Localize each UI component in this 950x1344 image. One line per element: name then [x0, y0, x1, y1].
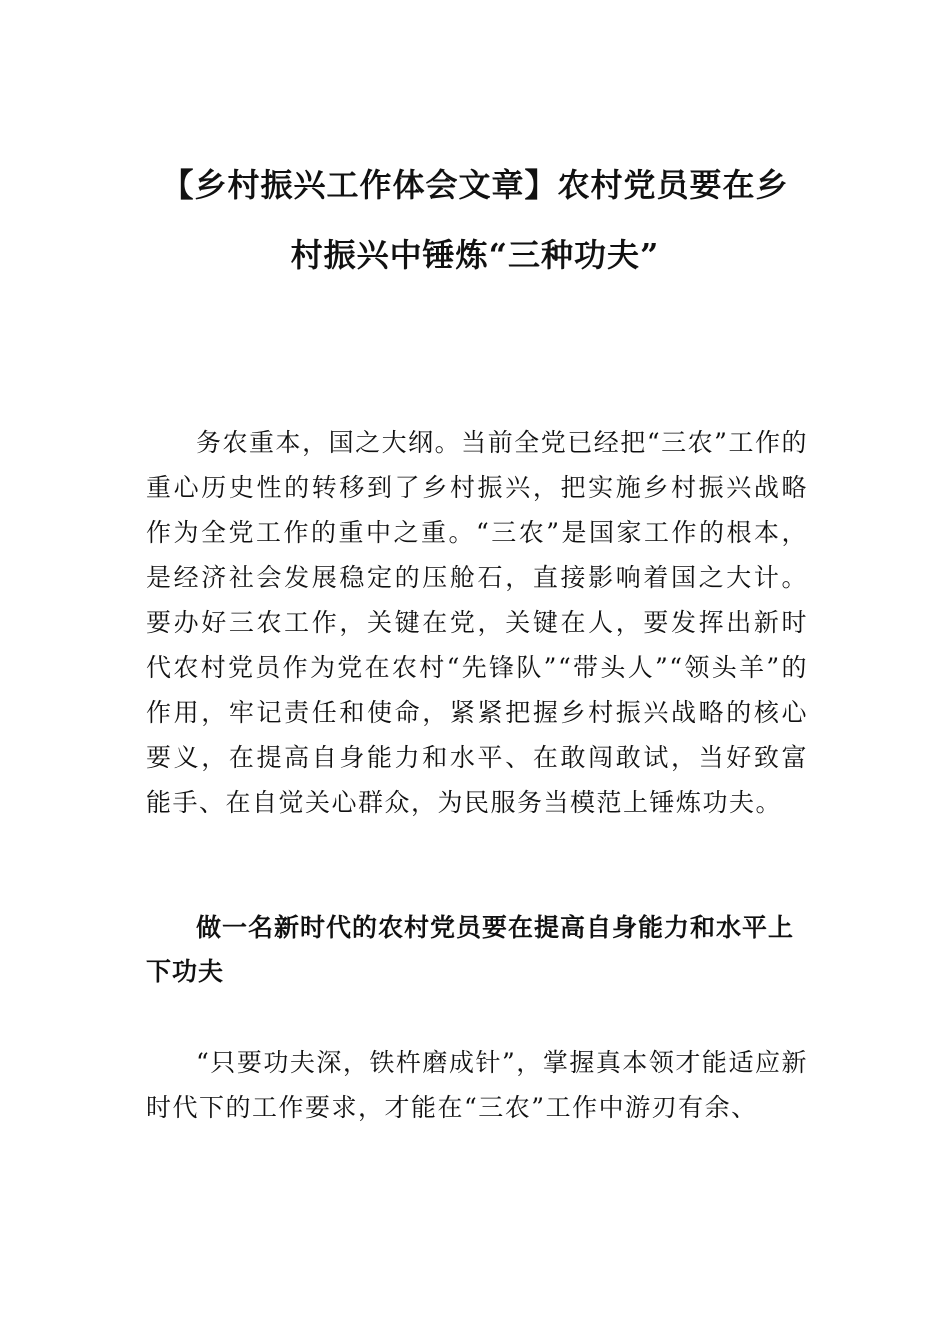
intro-paragraph: 务农重本，国之大纲。当前全党已经把“三农”工作的重心历史性的转移到了乡村振兴，把实施乡村振兴战略作为全党工作的重中之重。“三农”是国家工作的根本，是经济社会发展稳定的压舱石，直接影响着国之大计。要办好三农工作，关键在党，关键在人，要发挥出新时代农村党员作为党在农村“先锋队”“带头人”“领头羊”的作用，牢记责任和使命，紧紧把握乡村振兴战略的核心要义，在提高自身能力和水平、在敢闯敢试，当好致富能手、在自觉关心群众，为民服务当模范上锤炼功夫。	[146, 428, 808, 817]
title-line-1: 【乡村振兴工作体会文章】农村党员要在乡	[161, 166, 789, 204]
section-heading: 做一名新时代的农村党员要在提高自身能力和水平上下功夫	[146, 913, 795, 986]
title-line-2: 村振兴中锤炼“三种功夫”	[290, 236, 660, 274]
document-title	[140, 150, 810, 290]
section-paragraph: “只要功夫深，铁杵磨成针”，掌握真本领才能适应新时代下的工作要求，才能在“三农”工作中游刃有余、	[146, 1048, 808, 1122]
